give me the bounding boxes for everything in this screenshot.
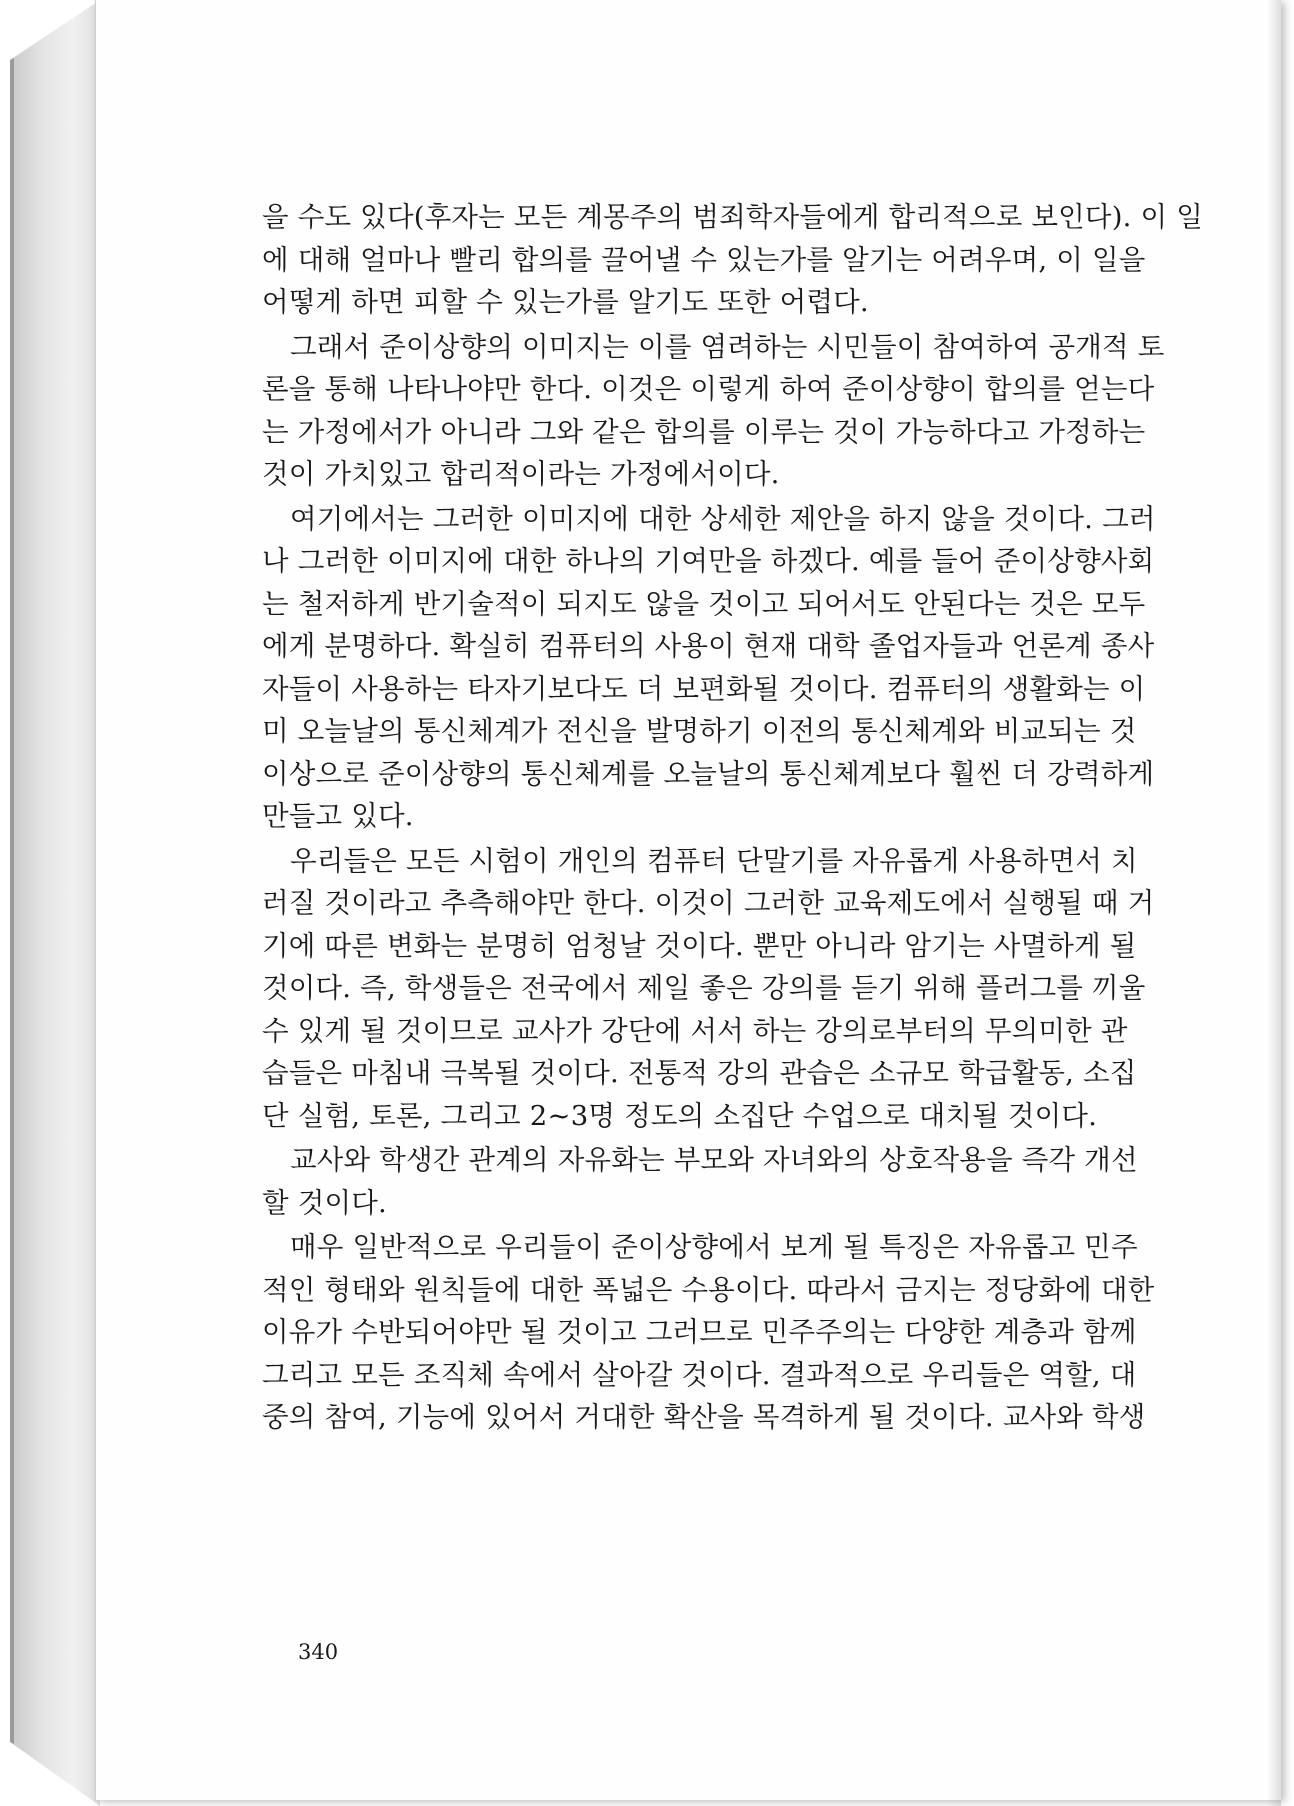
page-edge-shadow	[1267, 0, 1281, 1806]
text-line: 우리들은 모든 시험이 개인의 컴퓨터 단말기를 자유롭게 사용하면서 치	[290, 844, 1138, 877]
text-line: 그래서 준이상향의 이미지는 이를 염려하는 시민들이 참여하여 공개적 토	[290, 330, 1165, 363]
text-line: 어떻게 하면 피할 수 있는가를 알기도 또한 어렵다.	[262, 286, 869, 318]
text-line: 단 실험, 토론, 그리고 2~3명 정도의 소집단 수업으로 대치될 것이다.	[262, 1099, 1098, 1132]
book-spine	[10, 0, 100, 1806]
text-line: 매우 일반적으로 우리들이 준이상향에서 보게 될 특징은 자유롭고 민주	[290, 1231, 1138, 1263]
text-line: 여기에서는 그러한 이미지에 대한 상세한 제안을 하지 않을 것이다. 그러	[290, 502, 1156, 535]
text-line: 이상으로 준이상향의 통신체계를 오늘날의 통신체계보다 훨씬 더 강력하게	[262, 757, 1155, 790]
page-number: 340	[298, 1640, 339, 1664]
text-line: 수 있게 될 것이므로 교사가 강단에 서서 하는 강의로부터의 무의미한 관	[262, 1014, 1128, 1047]
text-line: 기에 따른 변화는 분명히 엄청날 것이다. 뿐만 아니라 암기는 사멸하게 될	[262, 929, 1137, 962]
text-line: 론을 통해 나타나야만 한다. 이것은 이렇게 하여 준이상향이 합의를 얻는다	[262, 373, 1155, 405]
text-line: 는 가정에서가 아니라 그와 같은 합의를 이루는 것이 가능하다고 가정하는	[262, 415, 1146, 448]
text-line: 나 그러한 이미지에 대한 하나의 기여만을 하겠다. 예를 들어 준이상향사회	[262, 545, 1155, 577]
body-text	[262, 196, 1203, 1439]
text-line: 에 대해 얼마나 빨리 합의를 끌어낼 수 있는가를 알기는 어려우며, 이 일을	[262, 243, 1146, 276]
text-line: 교사와 학생간 관계의 자유화는 부모와 자녀와의 상호작용을 즉각 개선	[290, 1144, 1138, 1176]
text-line: 미 오늘날의 통신체계가 전신을 발명하기 이전의 통신체계와 비교되는 것	[262, 715, 1137, 747]
text-line: 그리고 모든 조직체 속에서 살아갈 것이다. 결과적으로 우리들은 역할, 대	[262, 1358, 1137, 1391]
text-line: 러질 것이라고 추측해야만 한다. 이것이 그러한 교육제도에서 실행될 때 거	[262, 887, 1155, 919]
book-spine-edge	[10, 0, 14, 1806]
text-line: 적인 형태와 원칙들에 대한 폭넓은 수용이다. 따라서 금지는 정당화에 대한	[262, 1273, 1155, 1306]
text-line: 이유가 수반되어야만 될 것이고 그러므로 민주주의는 다양한 계층과 함께	[262, 1316, 1137, 1348]
text-line: 자들이 사용하는 타자기보다도 더 보편화될 것이다. 컴퓨터의 생활화는 이	[262, 672, 1146, 705]
text-line: 만들고 있다.	[262, 800, 414, 832]
text-line: 을 수도 있다(후자는 모든 계몽주의 범죄학자들에게 합리적으로 보인다). 이 일	[262, 201, 1203, 233]
text-line: 것이 가치있고 합리적이라는 가정에서이다.	[262, 458, 780, 490]
text-line: 는 철저하게 반기술적이 되지도 않을 것이고 되어서도 안된다는 것은 모두	[262, 587, 1146, 620]
text-line: 중의 참여, 기능에 있어서 거대한 확산을 목격하게 될 것이다. 교사와 학생	[262, 1401, 1146, 1433]
text-line: 습들은 마침내 극복될 것이다. 전통적 강의 관습은 소규모 학급활동, 소집	[262, 1057, 1137, 1089]
text-line: 에게 분명하다. 확실히 컴퓨터의 사용이 현재 대학 졸업자들과 언론계 종사	[262, 630, 1155, 662]
text-line: 할 것이다.	[262, 1186, 387, 1219]
text-line: 것이다. 즉, 학생들은 전국에서 제일 좋은 강의를 듣기 위해 플러그를 끼울	[262, 972, 1146, 1004]
